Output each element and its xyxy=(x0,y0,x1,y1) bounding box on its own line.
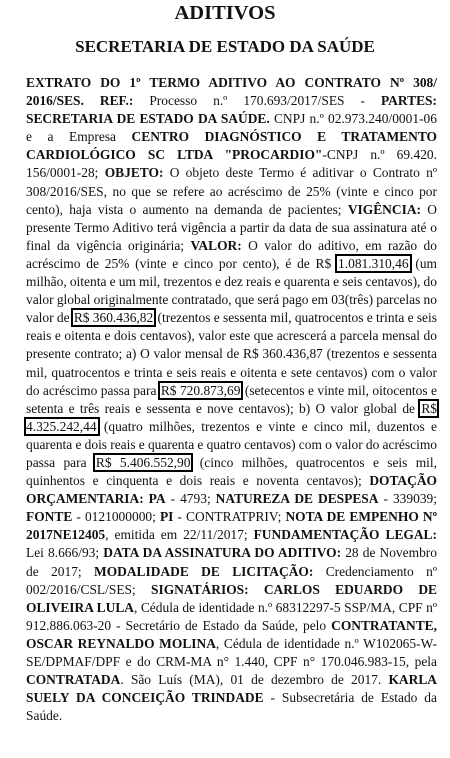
value-text-5: (quatro milhões, trezentos e vinte e cinco mil, duzentos e quarenta e dois reais e quarenta e quatro centavos) com o valor do acréscimo passa para xyxy=(26,418,437,470)
extract-body xyxy=(26,74,437,725)
expense-label: NATUREZA DE DESPESA xyxy=(215,491,379,507)
place-date: . São Luís (MA), 01 de dezembro de 2017. xyxy=(120,672,389,688)
section-subtitle: SECRETARIA DE ESTADO DA SAÚDE xyxy=(75,37,375,56)
signatory-2-details: , Cédula de identidade n.º W102065-W-SE/DPMAF/DPF e do CRM-MA n° 1.440, CPF n° 170.046.983-15, pela xyxy=(26,635,437,669)
legal-basis-value: Lei 8.666/93; xyxy=(26,545,104,561)
commitment-note-date: , emitida em 22/11/2017; xyxy=(105,527,254,543)
bidding-modality-label: MODALIDADE DE LICITAÇÃO: xyxy=(94,563,314,579)
value-text: O valor do aditivo, em razão do acréscimo de 25% (vinte e cinco por cento), é de R$ xyxy=(26,237,437,271)
budget-value: - 4793; xyxy=(165,491,216,507)
value-text-3: (trezentos e sessenta mil, quatrocentos e trinta e seis reais e oitenta e dois centavos), valor este que acrescerá a parcela mensal do presente contrato; a) O valor mensal de R$ 360.436,87 (trezentos e sessenta mil, quatrocentos e trinta e seis reais e oitenta e sete centavos) com o valor do acréscimo passa para xyxy=(26,310,437,398)
section-title: ADITIVOS xyxy=(174,2,276,24)
value-text-6: (cinco milhões, quatrocentos e seis mil, quinhentos e cinquenta e dois reais e noventa centavos); xyxy=(26,454,438,489)
source-label: FONTE xyxy=(26,509,73,525)
undersecretary-name: KARLA SUELY DA CONCEIÇÃO TRINDADE xyxy=(26,672,437,706)
contractor-signatory: CONTRATANTE, OSCAR REYNALDO MOLINA xyxy=(26,617,437,651)
cnpj-text: CNPJ n.º 02.973.240/0001-06 e a Empresa xyxy=(26,111,437,145)
extract-paragraph xyxy=(26,74,437,725)
bidding-modality-value: Credenciamento nº 002/2016/CSL/SES; xyxy=(26,563,437,597)
signature-date-label: DATA DA ASSINATURA DO ADITIVO: xyxy=(103,545,342,561)
object-label: OBJETO: xyxy=(104,165,164,181)
pi-value: - CONTRATPRIV; xyxy=(173,509,286,525)
highlighted-amount-monthly: R$ 720.873,69 xyxy=(160,382,241,398)
commitment-note-label: NOTA DE EMPENHO Nº 2017NE12405 xyxy=(26,509,438,543)
value-text-2: (um milhão, oitenta e um mil, trezentos e dez reais e quarenta e seis centavos), do valor global originalmente contratado, que será pago em 03(três) parcelas no valor de xyxy=(26,255,437,326)
expense-value: - 339039; xyxy=(378,491,437,507)
highlighted-amount-global: R$ 4.325.242,44 xyxy=(26,400,437,434)
company-name: CENTRO DIAGNÓSTICO E TRATAMENTO CARDIOLÓGICO SC LTDA "PROCARDIO" xyxy=(26,129,437,163)
validity-text: O presente Termo Aditivo terá vigência a partir da data de sua assinatura até o final da vigência originária; xyxy=(26,201,437,253)
object-text: O objeto deste Termo é aditivar o Contrato nº 308/2016/SES, no que se refere ao acréscimo de 25% (vinte e cinco por cento), haja vista o aumento na demanda de pacientes; xyxy=(26,165,437,217)
highlighted-amount-installment: R$ 360.436,82 xyxy=(73,310,154,326)
value-label: VALOR: xyxy=(190,237,242,253)
validity-label: VIGÊNCIA: xyxy=(347,201,421,217)
highlighted-amount-new-global: R$ 5.406.552,90 xyxy=(95,454,191,470)
company-cnpj: -CNPJ n.º 69.420. 156/0001-28; xyxy=(26,147,437,181)
source-value: - 0121000000; xyxy=(72,509,160,525)
parties-label: PARTES: SECRETARIA DE ESTADO DA SAÚDE. xyxy=(26,93,437,127)
signatories-label: SIGNATÁRIOS: CARLOS EDUARDO DE OLIVEIRA LULA xyxy=(26,581,437,615)
legal-basis-label: FUNDAMENTAÇÃO LEGAL: xyxy=(253,527,437,543)
signatory-1-details: , Cédula de identidade n.º 68312297-5 SSP/MA, CPF nº 912.886.063-20 - Secretário de Estado da Saúde, pelo xyxy=(26,599,437,633)
highlighted-amount-total-addition: 1.081.310,46 xyxy=(338,255,409,271)
pi-label: PI xyxy=(159,509,174,525)
value-text-4: (setecentos e vinte mil, oitocentos e setenta e três reais e sessenta e nove centavos); b) O valor global de xyxy=(26,382,437,416)
undersecretary-title: - Subsecretária de Estado da Saúde. xyxy=(26,690,437,724)
signature-date-value: 28 de Novembro de 2017; xyxy=(26,545,437,579)
extract-heading: EXTRATO DO 1º TERMO ADITIVO AO CONTRATO Nº 308/ 2016/SES. REF.: xyxy=(26,75,437,109)
budget-label: DOTAÇÃO ORÇAMENTARIA: PA xyxy=(26,473,437,507)
contracted-label: CONTRATADA xyxy=(26,672,121,688)
process-number: Processo n.º 170.693/2017/SES - xyxy=(133,93,381,109)
